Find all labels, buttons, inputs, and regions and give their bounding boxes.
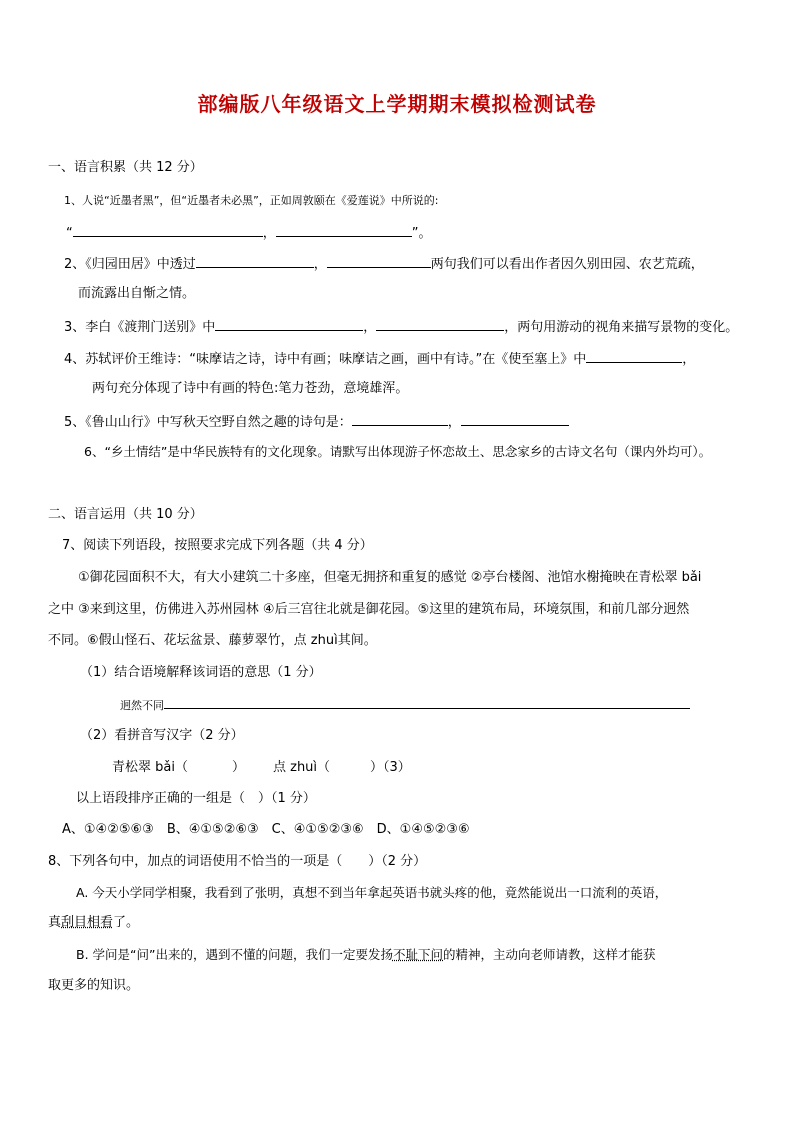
option-b	[76, 945, 656, 965]
text: 真	[48, 915, 62, 930]
sub-question-3: 以上语段排序正确的一组是（ ）（1 分）	[76, 791, 316, 806]
question-1-answer-line	[66, 222, 432, 244]
question-2-text-a: 2、《归园田居》中透过	[64, 257, 196, 272]
answer-blank[interactable]	[352, 411, 448, 426]
options: A、①④②⑤⑥③ B、④①⑤②⑥③ C、④①⑤②③⑥ D、①④⑤②③⑥	[62, 822, 470, 837]
question-3	[64, 316, 738, 338]
question-4-text-a: 4、苏轼评价王维诗：“味摩诘之诗，诗中有画；味摩诘之画，画中有诗。”在《使至塞上》中	[64, 352, 587, 367]
paren-close: ）	[231, 760, 245, 775]
option-a: A. 今天小学同学相聚，我看到了张明，真想不到当年拿起英语书就头疼的他，竟然能说出一口流利的英语，	[76, 885, 668, 900]
sub-question-2-answer	[112, 758, 411, 778]
question-3-text-a: 3、李白《渡荆门送别》中	[64, 320, 216, 335]
question-4	[64, 348, 695, 370]
question-6: 6、“乡土情结”是中华民族特有的文化现象。请默写出体现游子怀恋故土、思念家乡的古诗文名句（课内外均可）。	[84, 444, 712, 459]
sub-question-2: （2）看拼音写汉字（2 分）	[80, 728, 244, 743]
answer-blank[interactable]	[327, 253, 431, 268]
answer-blank[interactable]	[73, 222, 263, 237]
comma: ，	[262, 226, 276, 241]
answer-blank[interactable]	[461, 411, 569, 426]
question-2	[64, 253, 704, 275]
comma: ，	[313, 257, 327, 272]
comma: ，	[682, 352, 696, 367]
pinyin-a: 青松翠 bǎi（	[112, 760, 188, 775]
answer-blank[interactable]	[376, 316, 504, 331]
answer-blank[interactable]	[215, 316, 363, 331]
quote-close: ”。	[411, 226, 432, 241]
passage-line: 之中 ③来到这里，仿佛进入苏州园林 ④后三宫往北就是御花园。⑤这里的建筑布局，环境氛围，和前几部分迥然	[48, 602, 690, 617]
quote-open: “	[66, 226, 73, 241]
pinyin-b: 点 zhuì（	[272, 760, 331, 775]
question-2-text-b: 两句我们可以看出作者因久别田园、农艺荒疏，	[430, 257, 704, 272]
text: 的精神，主动向老师请教，这样才能获	[443, 947, 656, 962]
question-5	[64, 411, 569, 433]
comma: ，	[447, 415, 461, 430]
passage-line: 不同。⑥假山怪石、花坛盆景、藤萝翠竹，点 zhuì其间。	[48, 633, 377, 648]
option-a-cont	[48, 913, 139, 933]
answer-blank[interactable]	[276, 222, 412, 237]
option-b-cont: 取更多的知识。	[48, 978, 140, 993]
sub-question-1-answer	[120, 694, 690, 716]
question-2-cont: 而流露出自惭之情。	[78, 286, 196, 301]
comma: ，	[363, 320, 377, 335]
sub-question-1: （1）结合语境解释该词语的意思（1 分）	[80, 665, 322, 680]
dotted-phrase: 不耻下问	[392, 947, 443, 962]
text: 了。	[113, 915, 140, 930]
answer-blank[interactable]	[196, 253, 314, 268]
question-5-text: 5、《鲁山山行》中写秋天空野自然之趣的诗句是：	[64, 415, 352, 430]
question-7: 7、阅读下列语段，按照要求完成下列各题（共 4 分）	[62, 538, 373, 553]
term: 迥然不同	[120, 699, 164, 712]
section2-heading: 二、语言运用（共 10 分）	[48, 507, 203, 522]
question-4-cont: 两句充分体现了诗中有画的特色:笔力苍劲，意境雄浑。	[92, 381, 409, 396]
passage-line: ①御花园面积不大，有大小建筑二十多座，但毫无拥挤和重复的感觉 ②亭台楼阁、池馆水榭掩映在青松翠 bǎi	[78, 570, 702, 585]
question-3-text-b: ，两句用游动的视角来描写景物的变化。	[504, 320, 739, 335]
answer-blank[interactable]	[164, 694, 690, 709]
text: B. 学问是“问”出来的，遇到不懂的问题，我们一定要发扬	[76, 947, 393, 962]
page-title: 部编版八年级语文上学期期末模拟检测试卷	[197, 92, 597, 116]
paren-close: ）（3）	[370, 760, 411, 775]
question-1: 1、人说“近墨者黑”，但“近墨者未必黑”，正如周敦颐在《爱莲说》中所说的:	[64, 194, 439, 207]
answer-blank[interactable]	[586, 348, 682, 363]
section1-heading: 一、语言积累（共 12 分）	[48, 160, 203, 175]
question-8: 8、下列各句中，加点的词语使用不恰当的一项是（ ）（2 分）	[48, 854, 427, 869]
dotted-phrase: 刮目相看	[61, 915, 114, 930]
